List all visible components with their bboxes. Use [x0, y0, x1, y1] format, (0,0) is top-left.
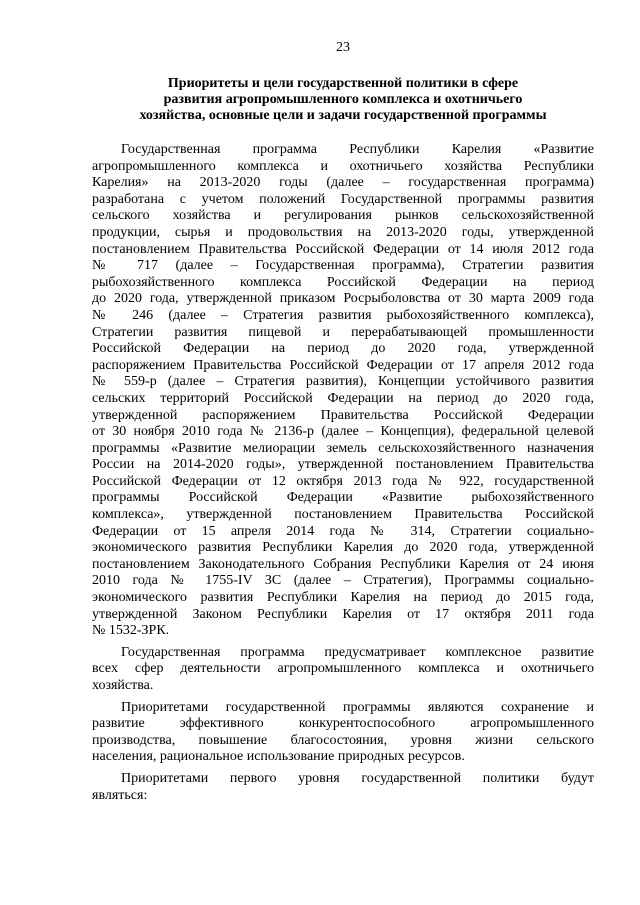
paragraph-line: распоряжением Правительства Российской Федерации от 17 апреля 2012 года [92, 357, 594, 373]
paragraph-line: населения, рациональное использование природных ресурсов. [92, 749, 465, 765]
paragraph-line: агропромышленного комплекса и охотничьего хозяйства Республики [92, 158, 594, 174]
paragraph-line: утвержденной Законом Республики Карелия от 17 октября 2011 года [92, 606, 594, 622]
paragraph-line: Карелия» на 2013-2020 годы (далее – государственная программа) [92, 175, 594, 191]
paragraph-line: Приоритетами первого уровня государственной политики будут [121, 770, 594, 786]
paragraph-line: № 559-р (далее – Стратегия развития), Концепции устойчивого развития [92, 374, 594, 390]
paragraph-line: № 1532-ЗРК. [92, 623, 170, 639]
paragraph-line: № 246 (далее – Стратегия развития рыбохозяйственного комплекса), [92, 307, 594, 323]
section-heading-line: развития агропромышленного комплекса и охотничьего [163, 92, 523, 107]
paragraph [92, 771, 594, 804]
paragraph-line: рыбохозяйственного комплекса Российской Федерации на период [92, 274, 594, 290]
paragraph-line: Федерации от 15 апреля 2014 года № 314, Стратегии социально- [92, 523, 594, 539]
paragraph-line: программы Российской Федерации «Развитие рыбохозяйственного [92, 490, 594, 506]
paragraph-line: всех сфер деятельности агропромышленного комплекса и охотничьего [92, 661, 594, 677]
paragraph-line: Российской Федерации от 12 октября 2013 года № 922, государственной [92, 473, 594, 489]
section-heading [92, 76, 594, 124]
paragraph-line: программы «Развитие мелиорации земель сельскохозяйственного назначения [92, 440, 594, 456]
paragraph-line: Государственная программа Республики Карелия «Развитие [121, 142, 594, 157]
paragraph-line: утвержденной распоряжением Правительства Российской Федерации [92, 407, 594, 423]
paragraph [92, 142, 594, 640]
body-text [92, 142, 594, 809]
paragraph-line: сельского хозяйства и регулирования рынков сельскохозяйственной [92, 208, 594, 224]
paragraph-line: Приоритетами государственной программы являются сохранение и [121, 699, 594, 715]
paragraph-line: производства, повышение благосостояния, уровня жизни сельского [92, 732, 594, 748]
paragraph [92, 645, 594, 695]
paragraph-line: сельских территорий Российской Федерации на период до 2020 года, [92, 390, 594, 406]
paragraph-line: постановлением Законодательного Собрания Республики Карелия от 24 июня [92, 556, 594, 572]
paragraph-line: развитие эффективного конкурентоспособного агропромышленного [92, 716, 594, 732]
paragraph-line: 2010 года № 1755-IV ЗС (далее – Стратегия), Программы социально- [92, 573, 594, 589]
paragraph-line: России на 2014-2020 годы», утвержденной постановлением Правительства [92, 457, 594, 473]
paragraph-line: экономического развития Республики Карелия до 2020 года, утвержденной [92, 540, 594, 556]
paragraph-line: Стратегии развития пищевой и перерабатывающей промышленности [92, 324, 594, 340]
paragraph-line: Российской Федерации на период до 2020 года, утвержденной [92, 341, 594, 357]
paragraph-line: до 2020 года, утвержденной приказом Росрыболовства от 30 марта 2009 года [92, 291, 594, 307]
paragraph-line: от 30 ноября 2010 года № 2136-р (далее – Концепция), федеральной целевой [92, 424, 594, 440]
section-heading-line: Приоритеты и цели государственной политики в сфере [167, 76, 519, 91]
paragraph-line: комплекса», утвержденной постановлением Правительства Российской [92, 507, 594, 523]
section-heading-line: хозяйства, основные цели и задачи государственной программы [139, 108, 547, 123]
page-number: 23 [336, 40, 350, 55]
paragraph-line: разработана с учетом положений Государственной программы развития [92, 191, 594, 207]
paragraph-line: являться: [92, 787, 148, 803]
paragraph-line: постановлением Правительства Российской Федерации от 14 июля 2012 года [92, 241, 594, 257]
paragraph-line: экономического развития Республики Карелия на период до 2015 года, [92, 590, 594, 606]
paragraph-line: хозяйства. [92, 678, 154, 693]
paragraph [92, 700, 594, 766]
paragraph-line: № 717 (далее – Государственная программа), Стратегии развития [92, 258, 594, 274]
paragraph-line: продукции, сырья и продовольствия на 2013-2020 годы, утвержденной [92, 224, 594, 240]
paragraph-line: Государственная программа предусматривает комплексное развитие [121, 644, 594, 660]
